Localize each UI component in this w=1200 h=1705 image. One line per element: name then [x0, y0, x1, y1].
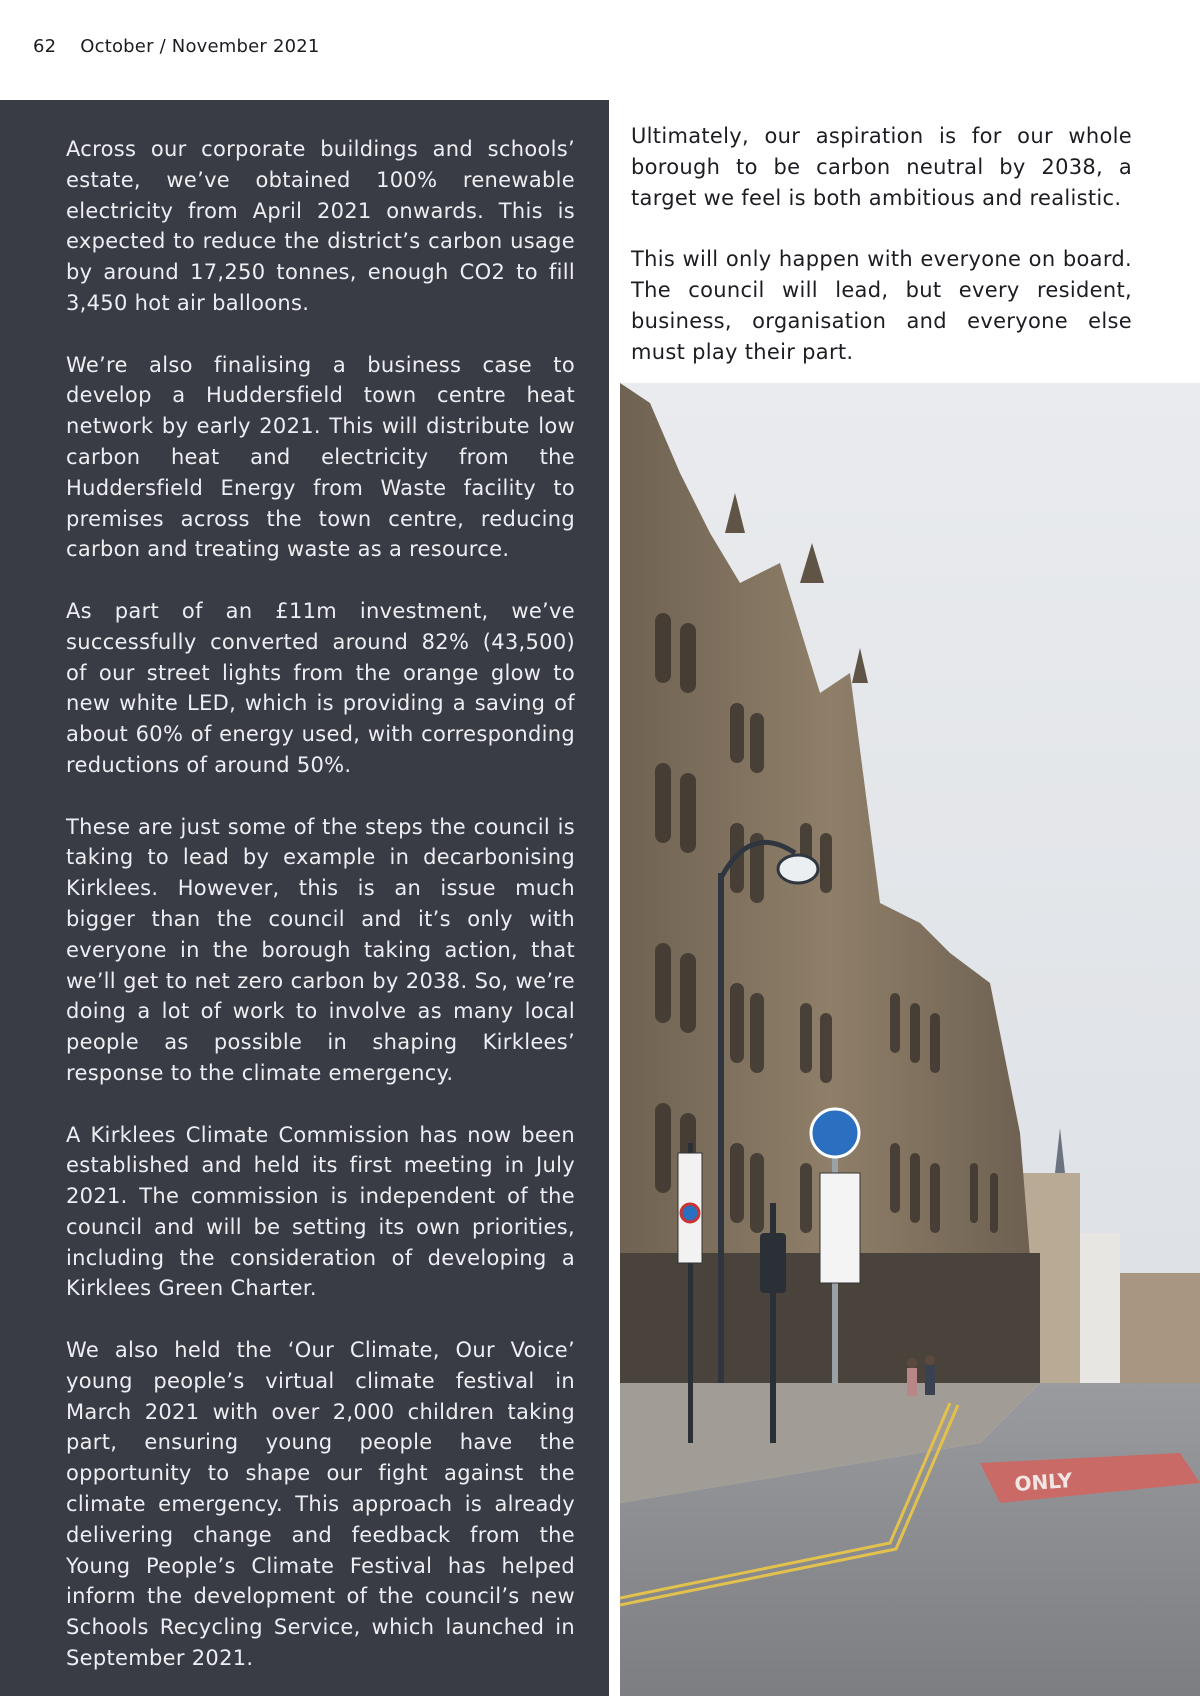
paragraph: As part of an £11m investment, we’ve successfully converted around 82% (43,500) of our street lights from the orange glow to new white LED, which is providing a saving of about 60% of energy used, with corresponding reductions of around 50%.	[66, 598, 575, 777]
distant-building	[1080, 1233, 1120, 1383]
no-parking-icon	[681, 1204, 699, 1222]
paragraph: A Kirklees Climate Commission has now been established and held its first meeting in July 2021. The commission is independent of the council and will be setting its own priorities, including the consideration of developing a Kirklees Green Charter.	[66, 1122, 575, 1301]
pedestrian-head	[907, 1358, 917, 1368]
paragraph: These are just some of the steps the council is taking to lead by example in decarbonising Kirklees. However, this is an issue much bigger than the council and it’s only with everyone in the borough taking action, that we’ll get to net zero carbon by 2038. So, we’re doing a lot of work to involve as many local people as possible in shaping Kirklees’ response to the climate emergency.	[66, 814, 575, 1085]
paragraph: Across our corporate buildings and schools’ estate, we’ve obtained 100% renewable electricity from April 2021 onwards. This is expected to reduce the district’s carbon usage by around 17,250 tonnes, enough CO2 to fill 3,450 hot air balloons.	[66, 137, 575, 315]
pedestrian	[907, 1368, 917, 1396]
street-scene-illustration	[620, 383, 1200, 1696]
street-photo	[620, 383, 1200, 1696]
page-number: 62	[33, 36, 57, 57]
paragraph: Ultimately, our aspiration is for our whole borough to be carbon neutral by 2038, a target we feel is both ambitious and realistic.	[631, 124, 1132, 210]
paragraph: This will only happen with everyone on board. The council will lead, but every resident, business, organisation and everyone else must play their part.	[631, 247, 1132, 364]
paragraph: We also held the ‘Our Climate, Our Voice’ young people’s virtual climate festival in March 2021 with over 2,000 children taking part, ensuring young people have the opportunity to shape our fight against the climate emergency. This approach is already delivering change and feedback from the Young People’s Climate Festival has helped inform the development of the council’s new Schools Recycling Service, which launched in September 2021.	[66, 1338, 575, 1671]
traffic-light	[760, 1233, 786, 1293]
lamp-post	[718, 873, 724, 1383]
lamp-head	[778, 855, 818, 883]
authorised-vehicles-sign	[820, 1173, 860, 1283]
pedestrian-head	[925, 1355, 935, 1365]
page-header	[33, 36, 320, 60]
cycle-taxi-sign	[811, 1109, 859, 1157]
right-text-column	[631, 121, 1132, 398]
paragraph: We’re also finalising a business case to develop a Huddersfield town centre heat network by early 2021. This will distribute low carbon heat and electricity from the Huddersfield Energy from Waste facility to premises across the town centre, reducing carbon and treating waste as a resource.	[66, 352, 575, 562]
distant-building	[1120, 1273, 1200, 1383]
pedestrian	[925, 1365, 935, 1395]
issue-date: October / November 2021	[80, 36, 320, 57]
left-text-column	[66, 134, 575, 1705]
road-marking-text: ONLY	[1013, 1468, 1074, 1496]
